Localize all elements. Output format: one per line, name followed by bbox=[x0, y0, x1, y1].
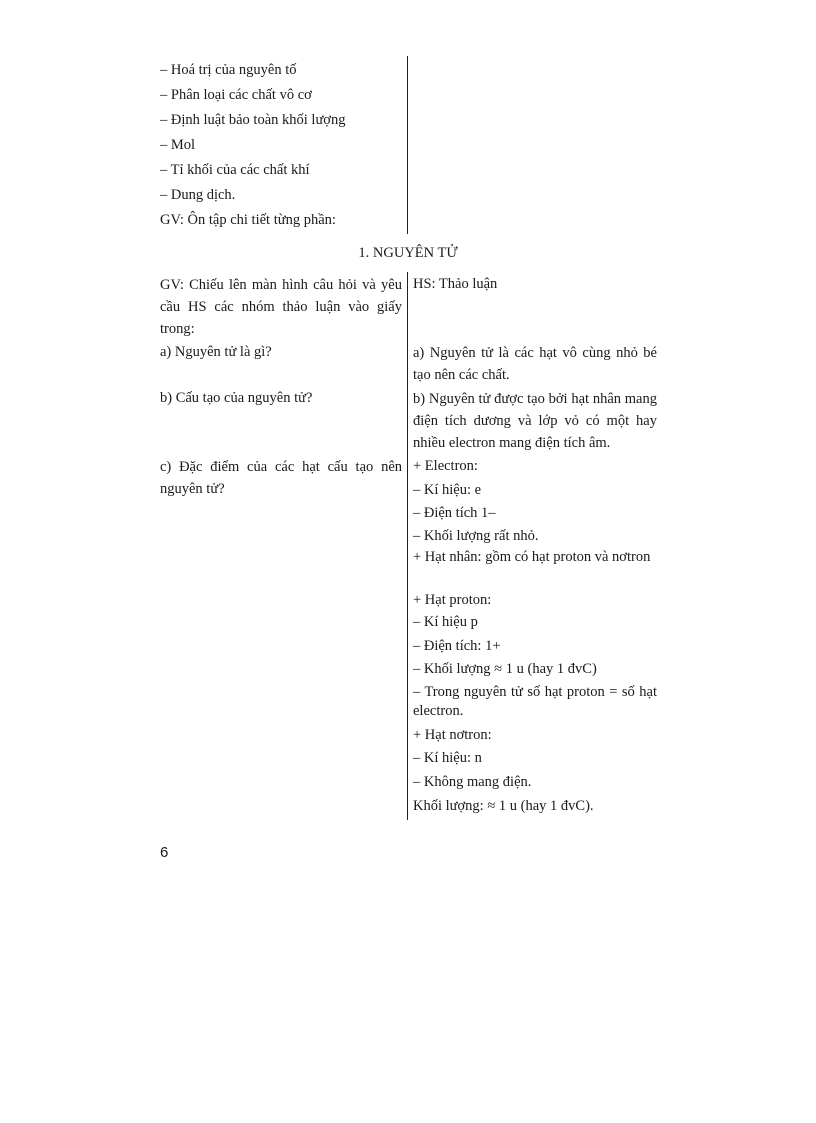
proton-symbol: – Kí hiệu p bbox=[413, 614, 478, 630]
gv-review-line: GV: Ôn tập chi tiết từng phần: bbox=[160, 212, 336, 228]
list-item: – Định luật bảo toàn khối lượng bbox=[160, 112, 346, 128]
proton-head: + Hạt proton: bbox=[413, 592, 492, 608]
list-item: – Dung dịch. bbox=[160, 187, 236, 203]
nucleus-line: + Hạt nhân: gồm có hạt proton và nơtron bbox=[413, 549, 651, 565]
question-c: c) Đặc điểm của các hạt cấu tạo nên nguyên tử? bbox=[160, 459, 402, 497]
page-number: 6 bbox=[160, 844, 169, 861]
neutron-symbol: – Kí hiệu: n bbox=[413, 750, 482, 766]
question-a: a) Nguyên tử là gì? bbox=[160, 344, 272, 360]
neutron-mass: Khối lượng: ≈ 1 u (hay 1 đvC). bbox=[413, 798, 594, 814]
list-item: – Tỉ khối của các chất khí bbox=[160, 162, 310, 178]
hs-response: HS: Thảo luận bbox=[413, 276, 498, 292]
answer-b: b) Nguyên tử được tạo bởi hạt nhân mang điện tích dương và lớp vỏ có một hay nhiều electron mang điện tích âm. bbox=[413, 391, 657, 451]
proton-count: – Trong nguyên tử số hạt proton = số hạt electron. bbox=[413, 684, 657, 719]
proton-mass: – Khối lượng ≈ 1 u (hay 1 đvC) bbox=[413, 661, 597, 677]
electron-head: + Electron: bbox=[413, 458, 478, 474]
list-item: – Mol bbox=[160, 137, 196, 153]
question-b: b) Cấu tạo của nguyên tử? bbox=[160, 390, 313, 406]
electron-mass: – Khối lượng rất nhỏ. bbox=[413, 528, 539, 544]
proton-charge: – Điện tích: 1+ bbox=[413, 638, 501, 654]
gv-instruction: GV: Chiếu lên màn hình câu hỏi và yêu cầu HS các nhóm thảo luận vào giấy trong: bbox=[160, 277, 402, 337]
list-item: – Phân loại các chất vô cơ bbox=[160, 87, 312, 103]
column-divider-top bbox=[407, 56, 408, 234]
section-title: 1. NGUYÊN TỬ bbox=[358, 245, 458, 261]
column-divider-main bbox=[407, 272, 408, 820]
list-item: – Hoá trị của nguyên tố bbox=[160, 62, 297, 78]
neutron-head: + Hạt nơtron: bbox=[413, 727, 492, 743]
neutron-charge: – Không mang điện. bbox=[413, 774, 532, 790]
electron-charge: – Điện tích 1– bbox=[413, 505, 496, 521]
electron-symbol: – Kí hiệu: e bbox=[413, 482, 482, 498]
answer-a: a) Nguyên tử là các hạt vô cùng nhỏ bé tạo nên các chất. bbox=[413, 345, 657, 383]
